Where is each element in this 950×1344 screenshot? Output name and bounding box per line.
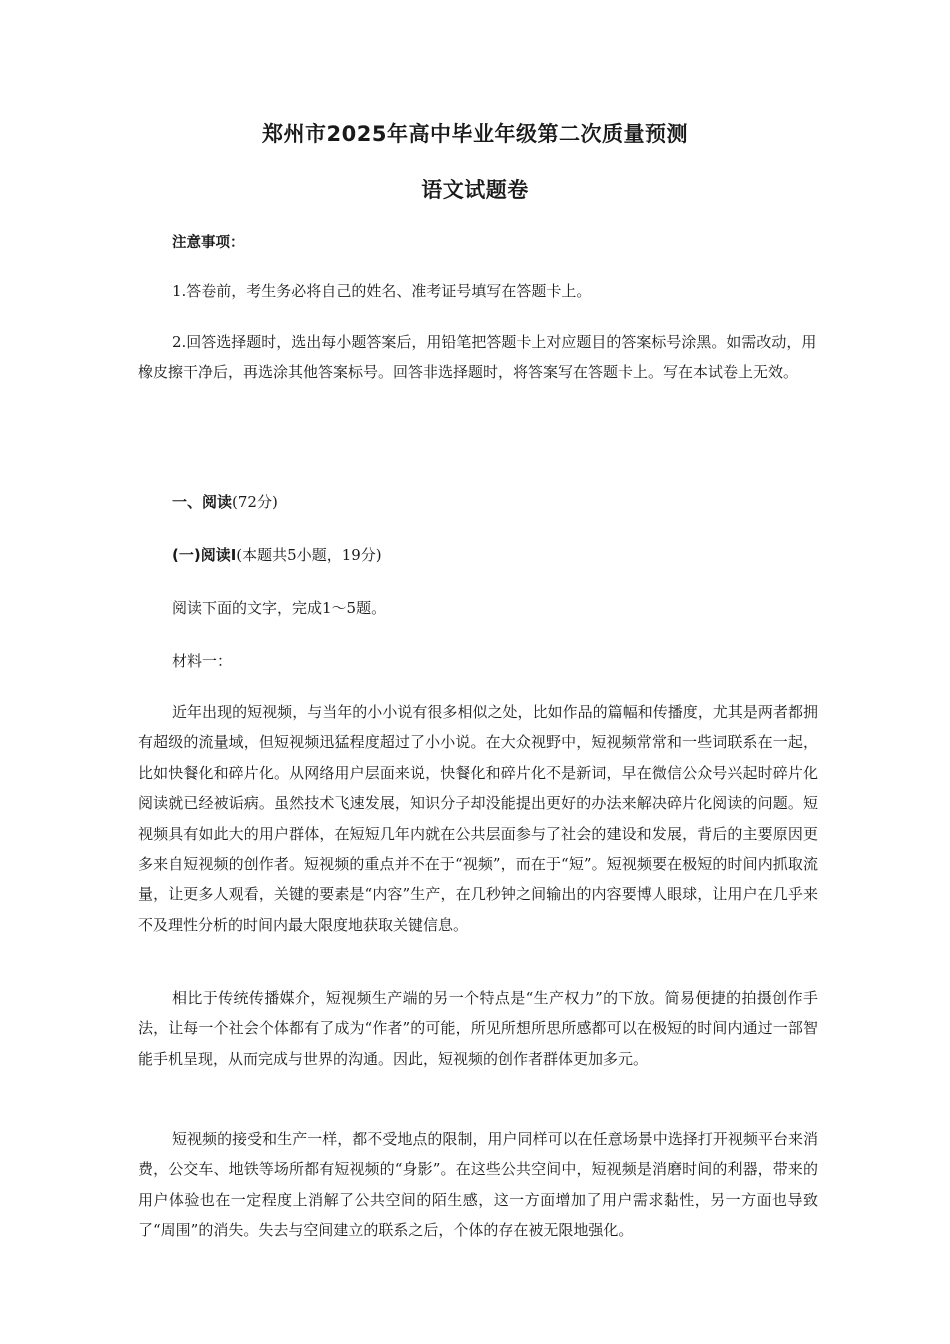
reading-instruction: 阅读下面的文字，完成1～5题。 bbox=[172, 599, 387, 617]
note-item-1: 1.答卷前，考生务必将自己的姓名、准考证号填写在答题卡上。 bbox=[172, 282, 592, 300]
notes-heading: 注意事项： bbox=[172, 235, 245, 251]
section-title: 一、阅读 bbox=[172, 493, 233, 511]
material-paragraph-3: 短视频的接受和生产一样，都不受地点的限制，用户同样可以在任意场景中选择打开视频平台来消费，公交车、地铁等场所都有短视频的“身影”。在这些公共空间中，短视频是消磨时间的利器，带来的用户体验也在一定程度上消解了公共空间的陌生感，这一方面增加了用户需求黏性，另一方面也导致了“周围”的消失。失去与空间建立的联系之后，个体的存在被无限地强化。 bbox=[138, 1130, 818, 1240]
material-paragraph-1: 近年出现的短视频，与当年的小小说有很多相似之处，比如作品的篇幅和传播度，尤其是两者都拥有超级的流量域，但短视频迅猛程度超过了小小说。在大众视野中，短视频常常和一些词联系在一起，比如快餐化和碎片化。从网络用户层面来说，快餐化和碎片化不是新词，早在微信公众号兴起时碎片化阅读就已经被诟病。虽然技术飞速发展，知识分子却没能提出更好的办法来解决碎片化阅读的问题。短视频具有如此大的用户群体，在短短几年内就在公共层面参与了社会的建设和发展，背后的主要原因更多来自短视频的创作者。短视频的重点并不在于“视频”，而在于“短”。短视频要在极短的时间内抓取流量，让更多人观看，关键的要素是“内容”生产，在几秒钟之间输出的内容要博人眼球，让用户在几乎来不及理性分析的时间内最大限度地获取关键信息。 bbox=[138, 703, 818, 934]
material-label: 材料一： bbox=[172, 652, 233, 670]
subsection-title: (一)阅读Ⅰ bbox=[172, 546, 237, 564]
exam-subtitle: 语文试题卷 bbox=[421, 178, 529, 202]
exam-title: 郑州市2025年高中毕业年级第二次质量预测 bbox=[262, 122, 688, 146]
note-item-2: 2.回答选择题时，选出每小题答案后，用铅笔把答题卡上对应题目的答案标号涂黑。如需改动，用橡皮擦干净后，再选涂其他答案标号。回答非选择题时，将答案写在答题卡上。写在本试卷上无效。 bbox=[138, 333, 817, 381]
subsection-detail: (本题共5小题，19分) bbox=[236, 546, 382, 564]
section-score: (72分) bbox=[232, 493, 278, 511]
subsection-heading bbox=[172, 544, 382, 565]
section-heading bbox=[172, 491, 278, 512]
material-paragraph-2: 相比于传统传播媒介，短视频生产端的另一个特点是“生产权力”的下放。简易便捷的拍摄创作手法，让每一个社会个体都有了成为“作者”的可能，所见所想所思所感都可以在极短的时间内通过一部智能手机呈现，从而完成与世界的沟通。因此，短视频的创作者群体更加多元。 bbox=[138, 989, 818, 1068]
